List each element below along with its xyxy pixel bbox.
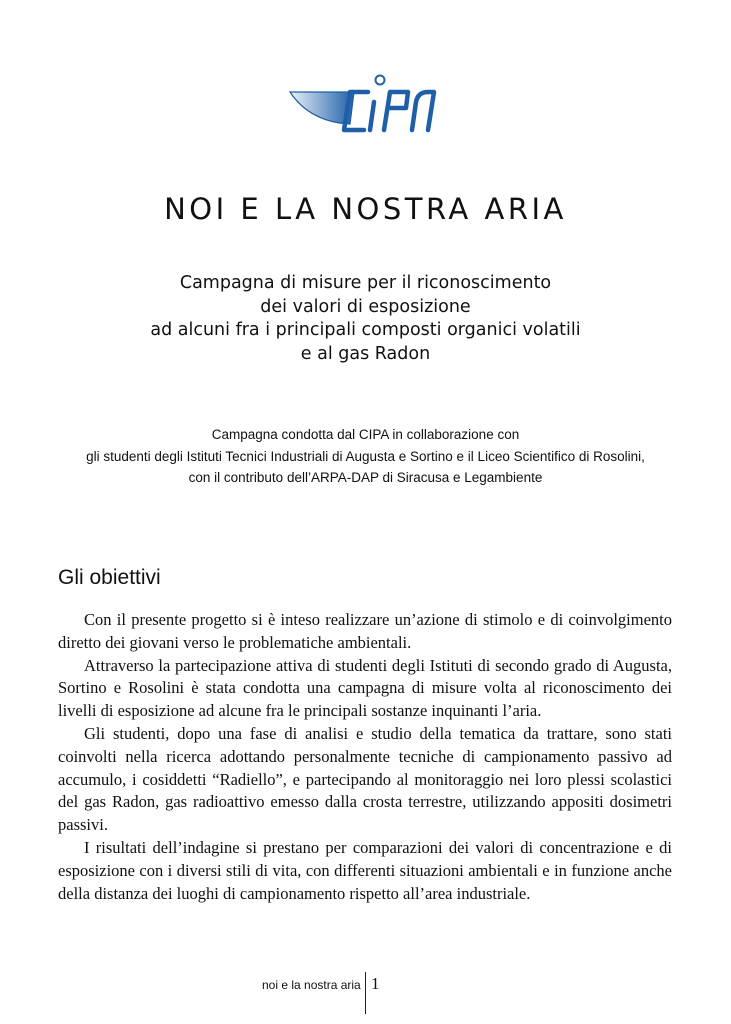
- paragraph: Con il presente progetto si è inteso realizzare un’azione di stimolo e di coinvolgimento diretto dei giovani verso le problematiche ambientali.: [58, 610, 672, 652]
- page-number: 1: [371, 974, 380, 993]
- subtitle-line: ad alcuni fra i principali composti organici volatili: [150, 320, 581, 340]
- cipa-logo: [288, 72, 444, 136]
- footer-label: noi e la nostra aria: [262, 978, 361, 992]
- cipa-logo-graphic: [288, 72, 444, 136]
- credits-line: Campagna condotta dal CIPA in collaborazione con: [211, 427, 520, 442]
- subtitle-line: e al gas Radon: [300, 343, 431, 364]
- credits: [0, 424, 731, 489]
- body-text: [58, 609, 672, 905]
- document-title: NOI E LA NOSTRA ARIA: [164, 192, 567, 226]
- subtitle-line: dei valori di esposizione: [260, 296, 471, 317]
- paragraph: Attraverso la partecipazione attiva di studenti degli Istituti di secondo grado di Augusta, Sortino e Rosolini è stata condotta una campagna di misure volta al riconoscimento dei livelli di esposizione ad alcune fra le principali sostanze inquinanti l’aria.: [58, 655, 672, 721]
- subtitle-line: Campagna di misure per il riconoscimento: [179, 273, 552, 293]
- paragraph: Gli studenti, dopo una fase di analisi e studio della tematica da trattare, sono stati coinvolti nella ricerca adottando personalmente tecniche di campionamento passivo ad accumulo, i cosiddetti “Radiello”, e partecipando al monitoraggio nei loro plessi scolastici del gas Radon, gas radioattivo emesso dalla crosta terrestre, utilizzando appositi dosimetri passivi.: [58, 723, 672, 835]
- footer-divider: [365, 972, 366, 1014]
- credits-line: con il contributo dell’ARPA-DAP di Siracusa e Legambiente: [188, 470, 543, 485]
- section-heading: Gli obiettivi: [58, 566, 161, 589]
- credits-line: gli studenti degli Istituti Tecnici Industriali di Augusta e Sortino e il Liceo Scientifico di Rosolini,: [86, 448, 645, 464]
- subtitle: [0, 272, 731, 366]
- paragraph: I risultati dell’indagine si prestano per comparazioni dei valori di concentrazione e di esposizione con i diversi stili di vita, con differenti situazioni ambientali e in funzione anche della distanza dei luoghi di campionamento rispetto all’area industriale.: [58, 837, 672, 903]
